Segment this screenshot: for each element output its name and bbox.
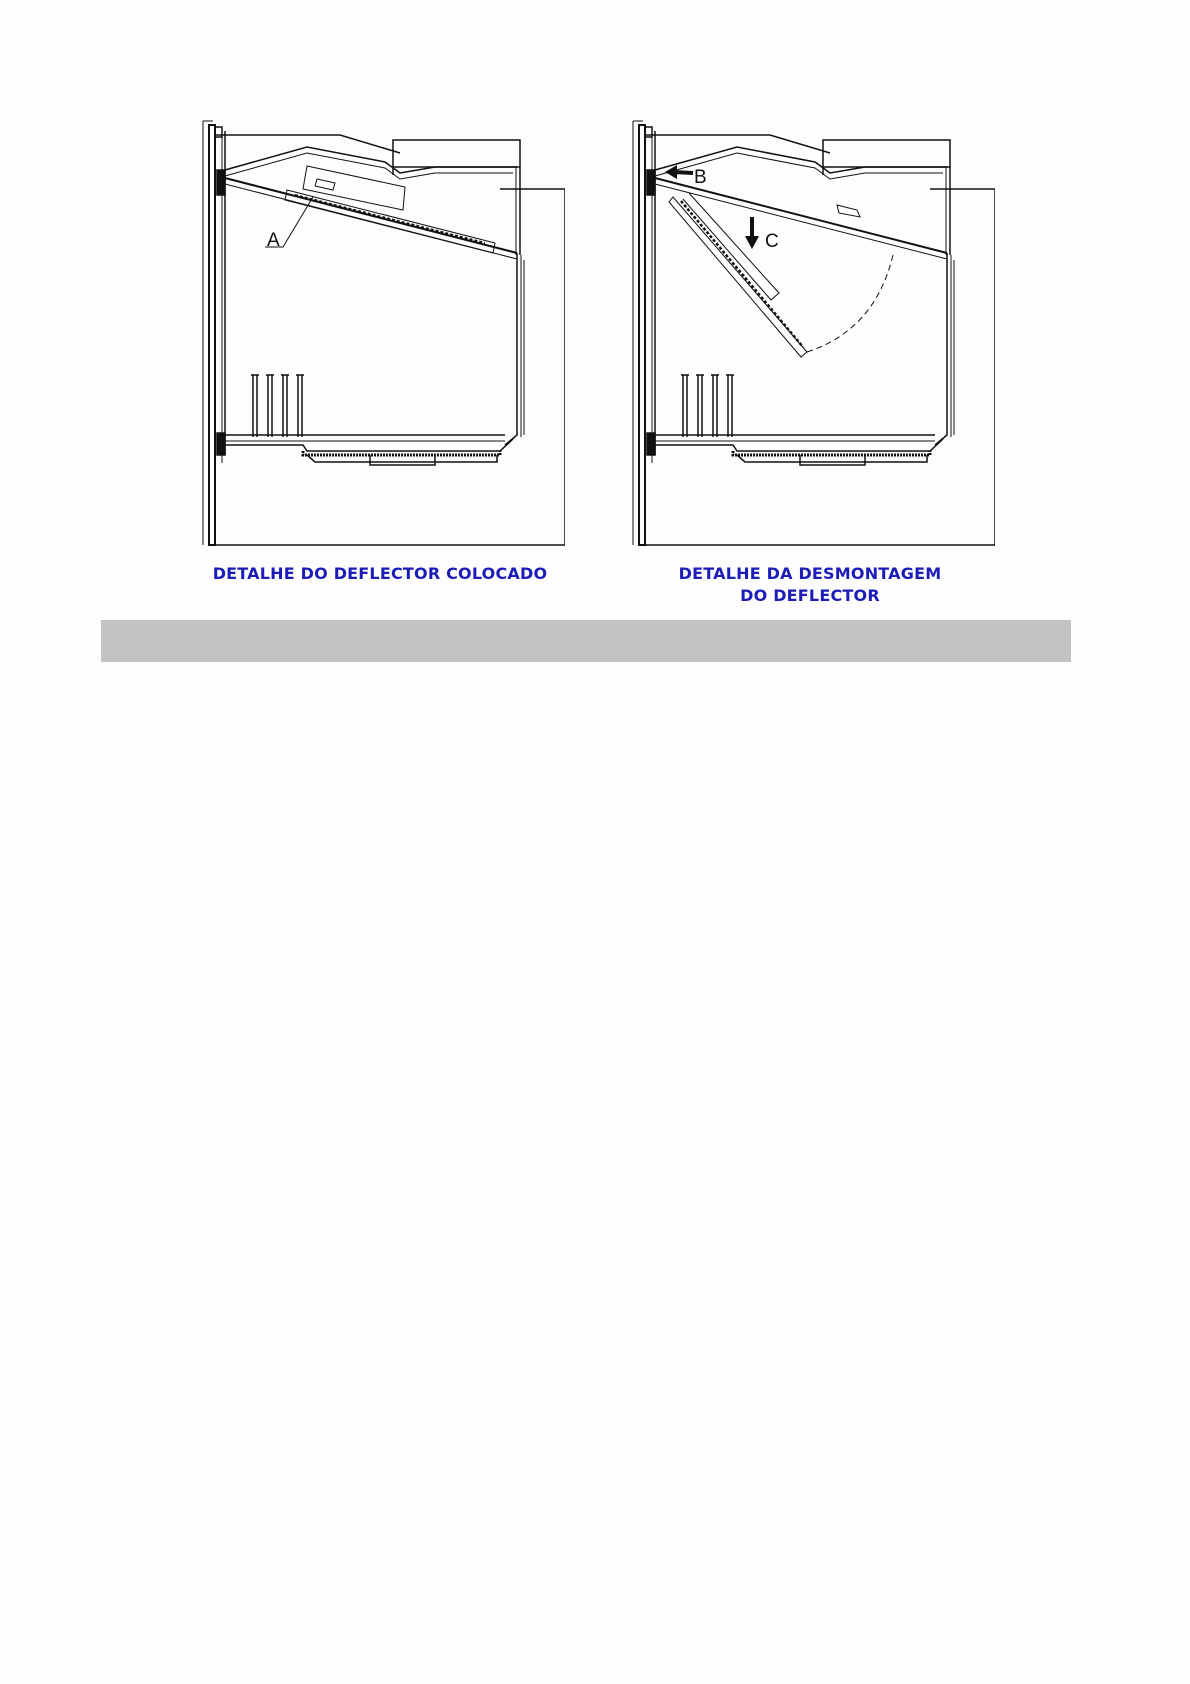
- section-header-bar: [101, 620, 1071, 662]
- callout-b: B: [694, 167, 707, 188]
- fireplace-section-drawing-removal: [625, 115, 995, 563]
- arrow-b-icon: [665, 165, 693, 179]
- caption-removal: [625, 563, 995, 607]
- caption-line: DETALHE DA DESMONTAGEM: [678, 564, 942, 583]
- caption-line: DETALHE DO DEFLECTOR COLOCADO: [212, 564, 548, 583]
- caption-line: DO DEFLECTOR: [740, 586, 880, 605]
- callout-c: C: [765, 231, 779, 252]
- figure-deflector-installed: [195, 115, 565, 615]
- fireplace-section-drawing-installed: [195, 115, 565, 563]
- caption-installed: [195, 563, 565, 585]
- arrow-c-icon: [745, 217, 759, 249]
- callout-a: A: [267, 230, 280, 251]
- figure-deflector-removal: [625, 115, 995, 615]
